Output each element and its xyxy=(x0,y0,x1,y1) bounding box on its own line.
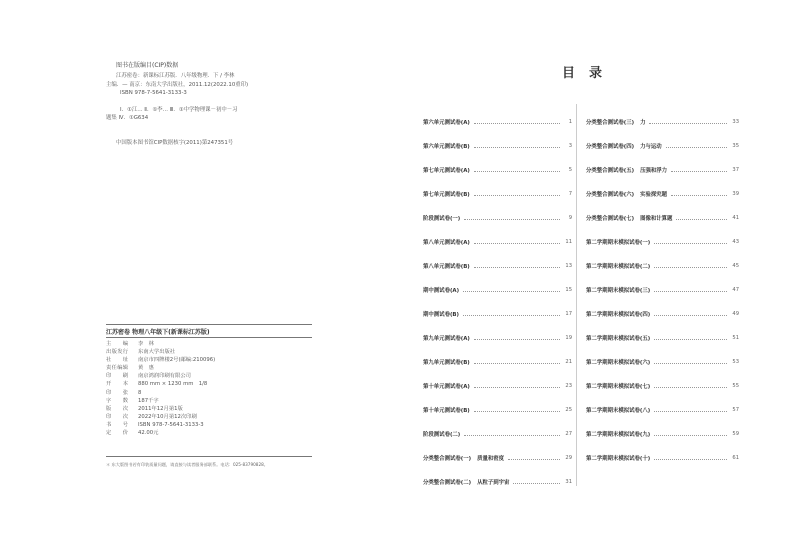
publication-value: 黄 惠 xyxy=(138,365,154,372)
toc-entry-subtitle: 从粒子到宇宙 xyxy=(477,480,510,486)
toc-page-number: 5 xyxy=(568,167,572,173)
toc-leader-dots xyxy=(464,219,560,220)
toc-column-divider xyxy=(576,104,577,486)
toc-entry-name: 第九单元测试卷(A) xyxy=(423,336,470,342)
toc-entry[interactable] xyxy=(423,206,572,230)
footnote: ＊ 东大版图书若有印装质量问题，请直接与读者服务部联系。电话：025-83790828。 xyxy=(106,462,268,467)
toc-entry-subtitle: 力 xyxy=(640,120,646,126)
toc-entry[interactable] xyxy=(423,158,572,182)
toc-leader-dots xyxy=(654,363,727,364)
toc-page-number: 25 xyxy=(565,407,572,413)
publication-key: 主 编 xyxy=(106,341,129,347)
toc-entry[interactable] xyxy=(423,302,572,326)
publication-row xyxy=(106,413,215,421)
toc-page-number: 61 xyxy=(732,455,739,461)
toc-entry[interactable] xyxy=(586,446,739,470)
cip-line: 江苏密卷：新课标江苏版．八年级物理．下 / 李林 xyxy=(116,73,235,79)
toc-leader-dots xyxy=(654,315,727,316)
toc-entry-name: 第二学期期末模拟试卷(十) xyxy=(586,456,651,462)
toc-entry[interactable] xyxy=(586,326,739,350)
toc-leader-dots xyxy=(654,291,727,292)
toc-entry-name: 第二学期期末模拟试卷(六) xyxy=(586,360,651,366)
toc-entry[interactable] xyxy=(423,230,572,254)
publication-value: 2022年10月第12次印刷 xyxy=(138,413,197,420)
toc-entry-name: 第六单元测试卷(B) xyxy=(423,144,470,150)
toc-leader-dots xyxy=(474,339,560,340)
toc-entry[interactable] xyxy=(423,374,572,398)
publication-value: 南京鸿润印刷有限公司 xyxy=(138,373,191,380)
toc-entry[interactable] xyxy=(586,230,739,254)
toc-entry[interactable] xyxy=(586,398,739,422)
toc-entry-name: 分类整合测试卷(一) xyxy=(423,456,472,462)
publication-row xyxy=(106,364,215,372)
toc-entry-name: 第六单元测试卷(A) xyxy=(423,120,470,126)
toc-entry[interactable] xyxy=(423,110,572,134)
toc-entry-name: 第二学期期末模拟试卷(七) xyxy=(586,384,651,390)
publication-value: 2011年12月第1版 xyxy=(138,405,183,412)
toc-leader-dots xyxy=(654,339,727,340)
toc-page-number: 33 xyxy=(732,119,739,125)
cip-title: 图书在版编目(CIP)数据 xyxy=(116,62,179,69)
toc-leader-dots xyxy=(474,123,560,124)
toc-page-number: 51 xyxy=(732,335,739,341)
cip-line: ISBN 978-7-5641-3133-3 xyxy=(120,90,187,97)
publication-row xyxy=(106,348,215,356)
toc-leader-dots xyxy=(463,291,560,292)
toc-entry-subtitle: 压强和浮力 xyxy=(640,168,668,174)
toc-entry[interactable] xyxy=(586,110,739,134)
publication-row xyxy=(106,380,215,388)
toc-page-number: 23 xyxy=(565,383,572,389)
toc-entry[interactable] xyxy=(423,446,572,470)
publication-key: 印 刷 xyxy=(106,373,129,380)
toc-entry-name: 第二学期期末模拟试卷(九) xyxy=(586,432,651,438)
toc-page-number: 9 xyxy=(568,215,572,221)
toc-entry-name: 第二学期期末模拟试卷(四) xyxy=(586,312,651,318)
toc-page-number: 43 xyxy=(732,239,739,245)
publication-key: 出版发行 xyxy=(106,349,129,356)
publication-value: 8 xyxy=(138,389,142,396)
toc-page-number: 35 xyxy=(732,143,739,149)
publication-value: 东南大学出版社 xyxy=(138,349,176,356)
toc-page-number: 37 xyxy=(732,167,739,173)
toc-entry-name: 分类整合测试卷(三) xyxy=(586,120,635,126)
toc-entry[interactable] xyxy=(586,182,739,206)
publication-key: 版 次 xyxy=(106,405,129,412)
toc-column-left xyxy=(423,110,572,494)
toc-entry-name: 第二学期期末模拟试卷(八) xyxy=(586,408,651,414)
publication-key: 印 次 xyxy=(106,413,129,420)
toc-leader-dots xyxy=(464,435,560,436)
toc-entry[interactable] xyxy=(586,134,739,158)
toc-entry-name: 阶段测试卷(二) xyxy=(423,432,461,438)
toc-page-number: 17 xyxy=(565,311,572,317)
publication-key: 责任编辑 xyxy=(106,365,129,372)
toc-entry[interactable] xyxy=(423,254,572,278)
publication-key: 定 价 xyxy=(106,430,129,437)
toc-page-number: 29 xyxy=(565,455,572,461)
toc-entry-name: 第二学期期末模拟试卷(三) xyxy=(586,288,651,294)
publication-row xyxy=(106,340,215,348)
toc-entry-name: 第十单元测试卷(A) xyxy=(423,384,470,390)
toc-entry[interactable] xyxy=(423,422,572,446)
toc-entry[interactable] xyxy=(423,326,572,350)
toc-entry[interactable] xyxy=(586,374,739,398)
toc-entry-subtitle: 实验探究题 xyxy=(640,192,668,198)
book-title: 江苏密卷 物理八年级下(新课标江苏版) xyxy=(106,329,210,336)
toc-leader-dots xyxy=(649,123,727,124)
toc-page-number: 45 xyxy=(732,263,739,269)
toc-entry-name: 第十单元测试卷(B) xyxy=(423,408,470,414)
toc-leader-dots xyxy=(654,267,727,268)
cip-subject-line: Ⅰ．①江… Ⅱ．①李… Ⅲ．①中学物理课－初中－习 xyxy=(120,106,238,113)
toc-entry-name: 期中测试卷(A) xyxy=(423,288,460,294)
toc-entry[interactable] xyxy=(586,302,739,326)
toc-entry[interactable] xyxy=(586,158,739,182)
toc-page-number: 59 xyxy=(732,431,739,437)
toc-entry-subtitle: 质量和密度 xyxy=(477,456,505,462)
toc-page-number: 27 xyxy=(565,431,572,437)
toc-page-number: 39 xyxy=(732,191,739,197)
toc-entry-name: 分类整合测试卷(五) xyxy=(586,168,635,174)
toc-entry-name: 第八单元测试卷(B) xyxy=(423,264,470,270)
toc-entry-name: 第八单元测试卷(A) xyxy=(423,240,470,246)
toc-entry[interactable] xyxy=(423,278,572,302)
toc-leader-dots xyxy=(654,387,727,388)
toc-title: 目录 xyxy=(562,66,617,81)
toc-entry-name: 第七单元测试卷(A) xyxy=(423,168,470,174)
cip-subject-line: 题集 Ⅳ．①G634 xyxy=(106,115,149,122)
toc-page-number: 53 xyxy=(732,359,739,365)
toc-leader-dots xyxy=(671,195,727,196)
toc-entry-name: 第七单元测试卷(B) xyxy=(423,192,470,198)
toc-entry-subtitle: 力与运动 xyxy=(640,144,662,150)
cip-record: 中国版本图书馆CIP数据核字(2011)第247351号 xyxy=(116,140,234,146)
publication-key: 字 数 xyxy=(106,397,129,404)
toc-column-right xyxy=(586,110,739,470)
toc-leader-dots xyxy=(508,459,560,460)
toc-page-number: 41 xyxy=(732,215,739,221)
toc-leader-dots xyxy=(654,459,727,460)
toc-entry[interactable] xyxy=(586,206,739,230)
publication-key: 书 号 xyxy=(106,421,129,428)
publication-info xyxy=(106,340,215,437)
toc-leader-dots xyxy=(474,387,560,388)
toc-page-number: 19 xyxy=(565,335,572,341)
toc-leader-dots xyxy=(654,411,727,412)
publication-value: ISBN 978-7-5641-3133-3 xyxy=(138,421,204,428)
toc-entry[interactable] xyxy=(586,350,739,374)
publication-key: 印 张 xyxy=(106,389,129,396)
toc-entry[interactable] xyxy=(423,350,572,374)
divider-top xyxy=(106,324,312,325)
toc-entry-name: 第二学期期末模拟试卷(二) xyxy=(586,264,651,270)
toc-page-number: 49 xyxy=(732,311,739,317)
toc-page-number: 15 xyxy=(565,287,572,293)
toc-page-number: 7 xyxy=(568,191,572,197)
publication-value: 42.00元 xyxy=(138,430,159,437)
publication-row xyxy=(106,397,215,405)
toc-leader-dots xyxy=(474,171,560,172)
publication-key: 社 址 xyxy=(106,357,129,364)
toc-page-number: 13 xyxy=(565,263,572,269)
divider-under-title xyxy=(106,337,312,338)
divider-bottom xyxy=(106,456,312,457)
toc-entry[interactable] xyxy=(586,422,739,446)
toc-leader-dots xyxy=(474,411,560,412)
publication-value: 880 mm × 1230 mm 1/8 xyxy=(138,381,208,388)
toc-leader-dots xyxy=(654,243,727,244)
publication-value: 李 林 xyxy=(138,341,154,347)
toc-page-number: 11 xyxy=(565,239,572,245)
toc-leader-dots xyxy=(671,171,727,172)
toc-leader-dots xyxy=(676,219,727,220)
toc-leader-dots xyxy=(654,435,727,436)
toc-page-number: 1 xyxy=(568,119,572,125)
toc-leader-dots xyxy=(513,483,560,484)
publication-row xyxy=(106,389,215,397)
toc-leader-dots xyxy=(474,195,560,196)
toc-page-number: 55 xyxy=(732,383,739,389)
toc-entry-name: 分类整合测试卷(六) xyxy=(586,192,635,198)
publication-row xyxy=(106,356,215,364)
toc-leader-dots xyxy=(474,243,560,244)
toc-leader-dots xyxy=(474,267,560,268)
toc-entry-name: 期中测试卷(B) xyxy=(423,312,459,318)
toc-entry-name: 分类整合测试卷(四) xyxy=(586,144,635,150)
toc-entry-name: 分类整合测试卷(二) xyxy=(423,480,472,486)
toc-entry-name: 阶段测试卷(一) xyxy=(423,216,461,222)
toc-entry-name: 第九单元测试卷(B) xyxy=(423,360,470,366)
publication-value: 南京市四牌楼2号(邮编:210096) xyxy=(138,357,216,364)
toc-entry[interactable] xyxy=(423,182,572,206)
toc-entry[interactable] xyxy=(586,254,739,278)
toc-entry-name: 分类整合测试卷(七) xyxy=(586,216,635,222)
toc-leader-dots xyxy=(666,147,727,148)
cip-body xyxy=(106,72,316,123)
toc-page-number: 31 xyxy=(565,479,572,485)
publication-key: 开 本 xyxy=(106,381,129,388)
toc-entry[interactable] xyxy=(586,278,739,302)
toc-entry[interactable] xyxy=(423,134,572,158)
publication-row xyxy=(106,421,215,429)
publication-row xyxy=(106,372,215,380)
publication-row xyxy=(106,405,215,413)
cip-line: 主编．— 南京：东南大学出版社，2011.12(2022.10重印) xyxy=(106,81,249,88)
toc-page-number: 57 xyxy=(732,407,739,413)
toc-entry-name: 第二学期期末模拟试卷(五) xyxy=(586,336,651,342)
toc-page-number: 3 xyxy=(568,143,572,149)
toc-page-number: 47 xyxy=(732,287,739,293)
toc-entry[interactable] xyxy=(423,398,572,422)
toc-entry-subtitle: 图像和计算题 xyxy=(640,216,673,222)
toc-leader-dots xyxy=(463,315,560,316)
toc-entry[interactable] xyxy=(423,470,572,494)
toc-leader-dots xyxy=(474,147,560,148)
publication-row xyxy=(106,429,215,437)
publication-value: 187千字 xyxy=(138,397,159,404)
toc-page-number: 21 xyxy=(565,359,572,365)
toc-entry-name: 第二学期期末模拟试卷(一) xyxy=(586,240,651,246)
toc-leader-dots xyxy=(474,363,560,364)
